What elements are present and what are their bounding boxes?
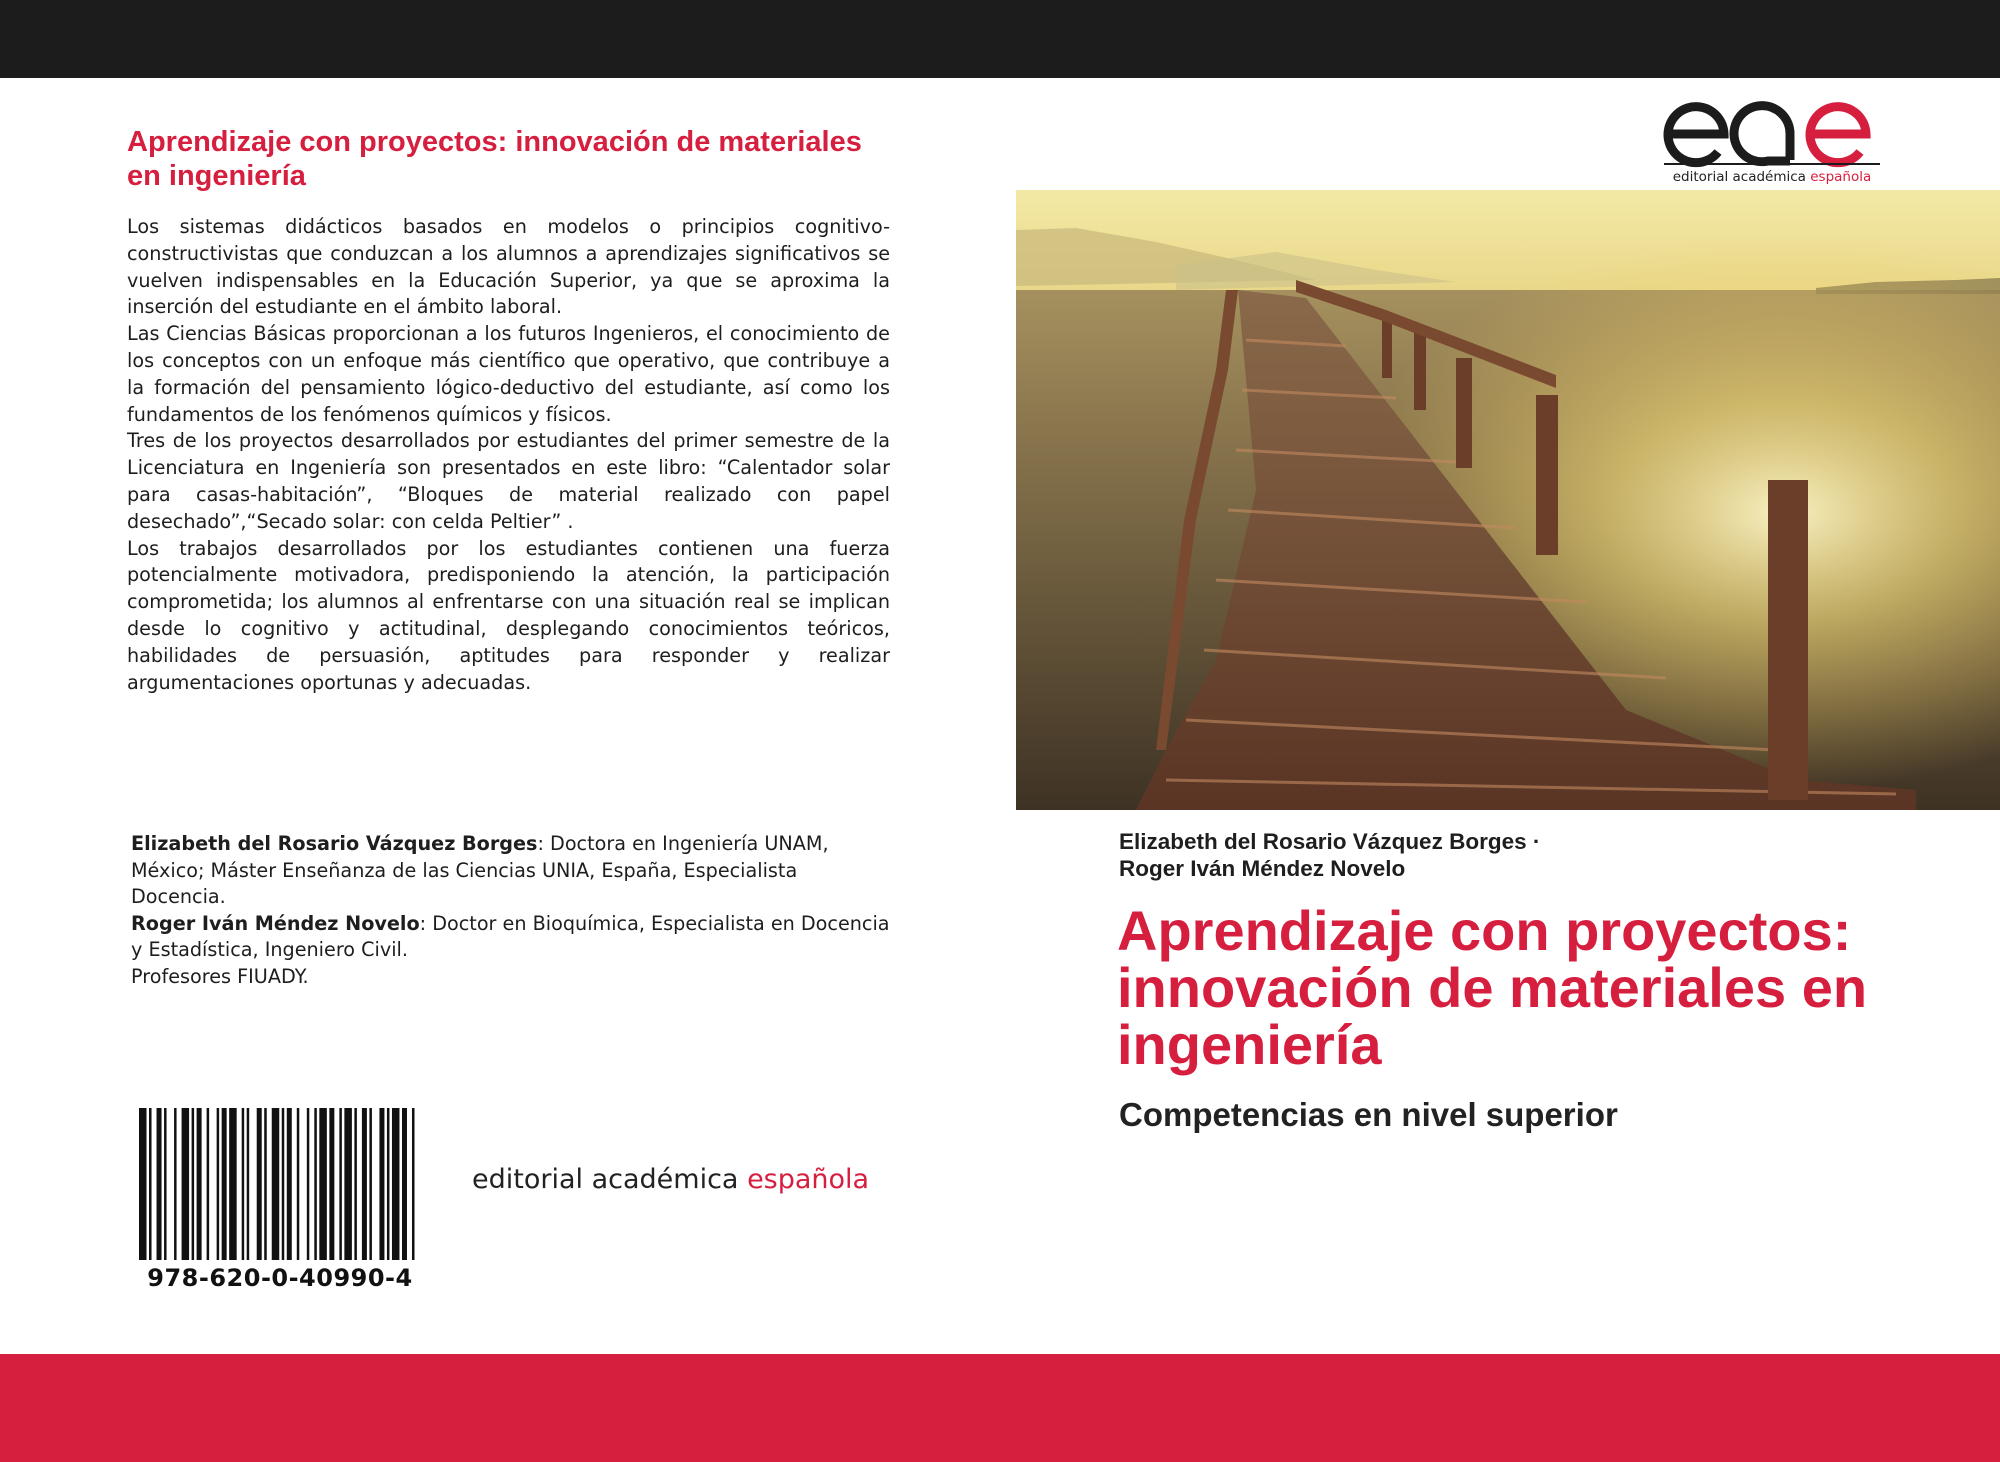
logo-caption-accent: española — [1810, 169, 1872, 185]
top-bar — [0, 0, 2000, 78]
publisher-name-accent: española — [747, 1164, 870, 1195]
cover-photo — [1016, 190, 2000, 810]
front-authors — [1119, 828, 1979, 882]
logo-caption — [1660, 169, 1884, 185]
blurb-paragraph: Tres de los proyectos desarrollados por estudiantes del primer semestre de la Licenciatura en Ingeniería son presentados en este libro: “Calentador solar para casas-habitación”, “Bloques de material realizado con papel desechado”,“Secado solar: con celda Peltier” . — [127, 429, 890, 533]
author-bio — [131, 831, 891, 991]
bio-author-2-name: Roger Iván Méndez Novelo — [131, 911, 420, 935]
bio-author-1-desc: : Doctora en Ingeniería UNAM, México; Máster Enseñanza de las Ciencias UNIA, España, Especialista Docencia. — [131, 832, 829, 909]
bio-author-2 — [131, 911, 891, 964]
front-author-2: Roger Iván Méndez Novelo — [1119, 856, 1406, 881]
bio-author-1 — [131, 831, 891, 911]
eae-logo-icon — [1660, 98, 1884, 168]
front-cover-subtitle: Competencias en nivel superior — [1119, 1096, 1618, 1133]
publisher-name-main: editorial académica — [472, 1164, 748, 1195]
bottom-bar — [0, 1354, 2000, 1462]
front-cover-title: Aprendizaje con proyectos: innovación de materiales en ingeniería — [1117, 899, 1868, 1076]
publisher-logo — [1660, 98, 1884, 188]
back-cover-title: Aprendizaje con proyectos: innovación de materiales en ingeniería — [127, 126, 862, 192]
blurb-paragraph: Los sistemas didácticos basados en modelos o principios cognitivo-constructivistas que conduzcan a los alumnos a aprendizajes significativos se vuelven indispensables en la Educación Superior, ya que se aproxima la inserción del estudiante en el ámbito laboral. — [127, 215, 890, 319]
back-cover-blurb — [127, 214, 890, 696]
blurb-paragraph: Las Ciencias Básicas proporcionan a los futuros Ingenieros, el conocimiento de los conceptos con un enfoque más científico que operativo, que contribuye a la formación del pensamiento lógico-deductivo del estudiante, así como los fundamentos de los fenómenos químicos y físicos. — [127, 322, 890, 426]
blurb-paragraph: Los trabajos desarrollados por los estudiantes contienen una fuerza potencialmente motivadora, predisponiendo la atención, la participación comprometida; los alumnos al enfrentarse con una situación real se implican desde lo cognitivo y actitudinal, desplegando conocimientos teóricos, habilidades de persuasión, aptitudes para responder y realizar argumentaciones oportunas y adecuadas. — [127, 536, 890, 694]
bio-author-2-desc: : Doctor en Bioquímica, Especialista en Docencia y Estadística, Ingeniero Civil. — [131, 911, 890, 962]
pier-sunset-photo — [1016, 190, 2000, 810]
bio-author-1-name: Elizabeth del Rosario Vázquez Borges — [131, 832, 538, 855]
barcode-icon — [139, 1108, 417, 1260]
publisher-name-back — [472, 1164, 892, 1195]
front-author-1: Elizabeth del Rosario Vázquez Borges · — [1119, 829, 1541, 854]
isbn: 978-620-0-40990-4 — [147, 1264, 413, 1292]
logo-caption-main: editorial académica — [1672, 169, 1811, 185]
bio-closing: Profesores FIUADY. — [131, 964, 309, 988]
barcode-block — [139, 1108, 421, 1292]
